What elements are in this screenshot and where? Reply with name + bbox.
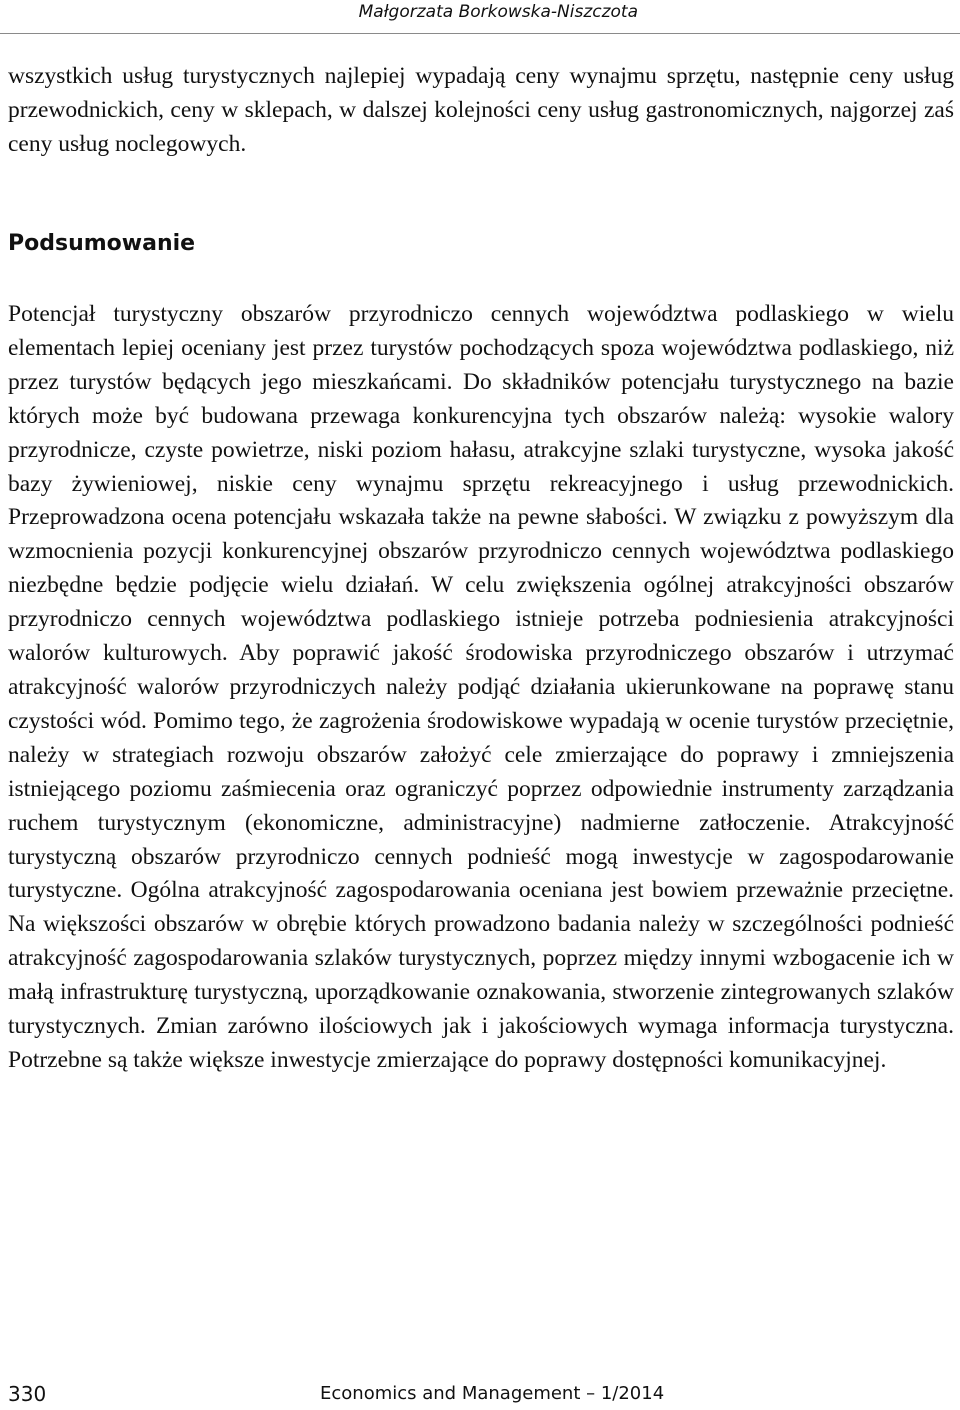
summary-paragraph: Potencjał turystyczny obszarów przyrodniczo cennych województwa podlaskiego w wielu elementach lepiej oceniany jest przez turystów pochodzących spoza województwa podlaskiego, niż przez turystów będących jego mieszkańcami. Do składników potencjału turystycznego na bazie których może być budowana przewaga konkurencyjna tych obszarów należą: wysokie walory przyrodnicze, czyste powietrze, niski poziom hałasu, atrakcyjne szlaki turystyczne, wysoka jakość bazy żywieniowej, niskie ceny wynajmu sprzętu rekreacyjnego i usług przewodnickich. Przeprowadzona ocena potencjału wskazała także na pewne słabości. W związku z powyższym dla wzmocnienia pozycji konkurencyjnej obszarów przyrodniczo cennych województwa podlaskiego niezbędne będzie podjęcie wielu działań. W celu zwiększenia ogólnej atrakcyjności obszarów przyrodniczo cennych województwa podlaskiego istnieje potrzeba podniesienia atrakcyjności walorów kulturowych. Aby poprawić jakość środowiska przyrodniczego obszarów i utrzymać atrakcyjność walorów przyrodniczych należy podjąć działania ukierunkowane na poprawę stanu czystości wód. Pomimo tego, że zagrożenia środowiskowe wypadają w ocenie turystów przeciętnie, należy w strategiach rozwoju obszarów założyć cele zmierzające do poprawy i zmniejszenia istniejącego poziomu zaśmiecenia oraz ograniczyć poprzez odpowiednie instrumenty zarządzania ruchem turystycznym (ekonomiczne, administracyjne) nadmierne zatłoczenie. Atrakcyjność turystyczną obszarów przyrodniczo cennych podnieść mogą inwestycje w zagospodarowanie turystyczne. Ogólna atrakcyjność zagospodarowania oceniana jest bowiem przeważnie przeciętne. Na większości obszarów w obrębie których prowadzono badania należy w szczególności podnieść atrakcyjność zagospodarowania szlaków turystycznych, poprzez między innymi wzbogacenie ich w małą infrastrukturę turystyczną, uporządkowanie oznakowania, stworzenie zintegrowanych szlaków turystycznych. Zmian zarówno ilościowych jak i jakościowych wymaga informacja turystyczna. Potrzebne są także większe inwestycje zmierzające do poprawy dostępności komunikacyjnej. — [8, 301, 954, 1073]
journal-name: Economics and Management – 1/2014 — [320, 1383, 665, 1404]
page-number: 330 — [8, 1382, 47, 1406]
intro-paragraph: wszystkich usług turystycznych najlepiej wypadają ceny wynajmu sprzętu, następnie ceny usług przewodnickich, ceny w sklepach, w dalszej kolejności ceny usług gastronomicznych, najgorzej zaś ceny usług noclegowych. — [8, 63, 954, 157]
running-header-author: Małgorzata Borkowska-Niszczota — [358, 2, 638, 22]
page-footer — [8, 1380, 954, 1408]
header-divider — [0, 33, 960, 34]
section-heading: Podsumowanie — [8, 231, 196, 256]
